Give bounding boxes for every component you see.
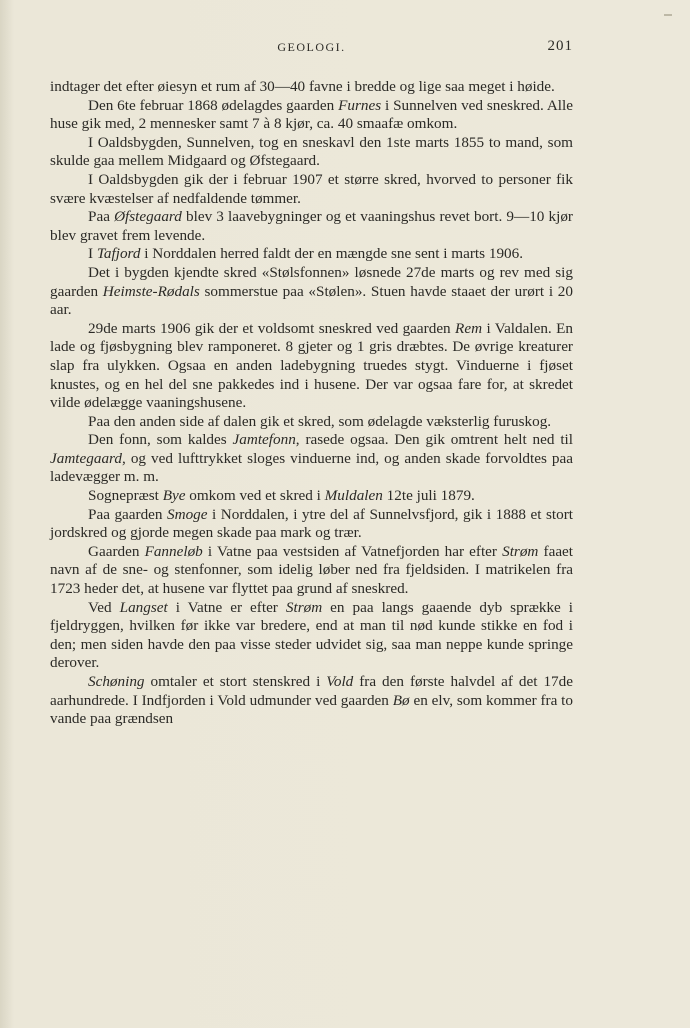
text-run: I Oaldsbygden, Sunnelven, tog en sneskavl den 1ste marts 1855 to mand, som skulde gaa mellem Midgaard og Øfstegaard.: [50, 133, 573, 170]
text-run: en paa langs gaaende dyb sprække i fjeldryggen, hvilken før ikke var bredere, end at man til nød kunde stikke en fod i den; men siden havde den paa visse steder udvidet sig, saa man neppe kunde springe derover.: [50, 598, 573, 672]
italic-name: Vold: [326, 673, 354, 690]
italic-name: Strøm: [285, 598, 323, 616]
italic-name: Rem: [455, 319, 483, 337]
text-run: Paa gaarden: [88, 505, 168, 523]
text-run: indtager det efter øiesyn et rum af 30—40 favne i bredde og lige saa meget i høide.: [50, 78, 555, 95]
italic-name: Bye: [162, 487, 186, 505]
text-run: Sognepræst: [88, 487, 163, 505]
italic-name: Heimste-Rødals: [102, 282, 200, 300]
paragraph: [50, 506, 573, 543]
text-run: 12te juli 1879.: [382, 487, 475, 505]
text-run: 29de marts 1906 gik der et voldsomt sneskred ved gaarden: [88, 319, 456, 337]
text-run: Gaarden: [88, 542, 145, 560]
italic-name: Schøning: [88, 673, 145, 690]
italic-name: Jamtefonn: [232, 431, 296, 449]
italic-name: Øfstegaard: [114, 208, 182, 226]
text-run: Den 6te februar 1868 ødelagdes gaarden: [88, 96, 339, 114]
text-run: Det i bygden kjendte skred «Stølsfonnen» løsnede 27de marts og rev med sig gaarden: [50, 263, 573, 300]
text-run: blev 3 laavebygninger og et vaaningshus revet bort. 9—10 kjør blev gravet frem levende.: [50, 208, 573, 244]
running-title: GEOLOGI.: [277, 40, 346, 54]
paragraph: [50, 673, 573, 729]
text-run: sommerstue paa «Stølen». Stuen havde staaet der urørt i 20 aar.: [50, 282, 573, 319]
italic-name: Smoge: [167, 505, 208, 523]
text-run: Paa: [88, 208, 115, 226]
paragraph: [50, 208, 573, 245]
text-run: I: [88, 245, 97, 263]
italic-name: Muldalen: [324, 487, 383, 505]
page-number: 201: [547, 38, 573, 54]
text-run: i Sunnelven ved sneskred. Alle huse gik med, 2 mennesker samt 7 à 8 kjør, ca. 40 smaafæ omkom.: [50, 96, 573, 133]
paragraph: [50, 543, 573, 599]
text-run: fra den første halvdel af det 17de aarhundrede. I Indfjorden i Vold udmunder ved gaarden: [50, 673, 573, 709]
text-run: i Norddalen, i ytre del af Sunnelvsfjord, gik i 1888 et stort jordskred og gjorde megen skade paa mark og trær.: [50, 505, 573, 542]
text-run: i Norddalen herred faldt der en mængde sne sent i marts 1906.: [140, 245, 524, 263]
text-run: Ved: [88, 598, 120, 616]
italic-name: Jamtegaard: [50, 449, 122, 467]
text-run: faaet navn af de sne- og stenfonner, som idelig løber ned fra fjeldsiden. I matrikelen fra 1723 heder det, at husene var flyttet paa grund af sneskred.: [50, 542, 574, 598]
paragraph: [50, 134, 573, 171]
paragraph: [50, 413, 573, 432]
paragraph: [50, 78, 573, 97]
text-run: omkom ved et skred i: [185, 487, 325, 505]
italic-name: Bø: [392, 691, 410, 709]
text-run: omtaler et stort stenskred i: [144, 673, 327, 690]
paragraph: [50, 245, 573, 264]
italic-name: Tafjord: [96, 245, 141, 263]
paragraph: [50, 97, 573, 134]
text-run: en elv, som kommer fra to vande paa grændsen: [50, 691, 573, 728]
text-run: Den fonn, som kaldes: [88, 431, 233, 449]
paragraph: [50, 320, 573, 413]
body-text: [50, 78, 573, 729]
italic-name: Furnes: [338, 96, 382, 114]
text-run: , og ved lufttrykket sloges vinduerne ind, og anden skade forvoldtes paa ladevægger m. m.: [50, 449, 573, 486]
edge-mark: [664, 14, 672, 16]
text-run: Paa den anden side af dalen gik et skred, som ødelagde væksterlig furuskog.: [88, 412, 552, 430]
paragraph: [50, 264, 573, 320]
italic-name: Langset: [119, 598, 168, 616]
paragraph: [50, 171, 573, 208]
text-run: i Valdalen. En lade og fjøsbygning blev ramponeret. 8 gjeter og 1 gris dræbtes. De øvrige kreaturer slap fra ulykken. Ogsaa en anden ladebygning truedes stygt. Vinduerne i fjøset knustes, og en hel del sne pakkedes ind i husene. Der var ogsaa fare for, at skredet vilde ødelægge vaaningshusene.: [50, 319, 573, 412]
text-run: i Vatne paa vestsiden af Vatnefjorden har efter: [202, 542, 503, 560]
text-run: I Oaldsbygden gik der i februar 1907 et større skred, hvorved to personer fik svære kvæstelser af nedfaldende tømmer.: [50, 170, 573, 207]
paragraph: [50, 599, 573, 673]
italic-name: Strøm: [502, 542, 539, 560]
page-header: [50, 40, 573, 60]
text-run: i Vatne er efter: [167, 598, 286, 616]
paragraph: [50, 487, 573, 506]
text-run: , rasede ogsaa. Den gik omtrent helt ned til: [295, 431, 573, 449]
paragraph: [50, 431, 573, 487]
italic-name: Fanneløb: [144, 542, 203, 560]
